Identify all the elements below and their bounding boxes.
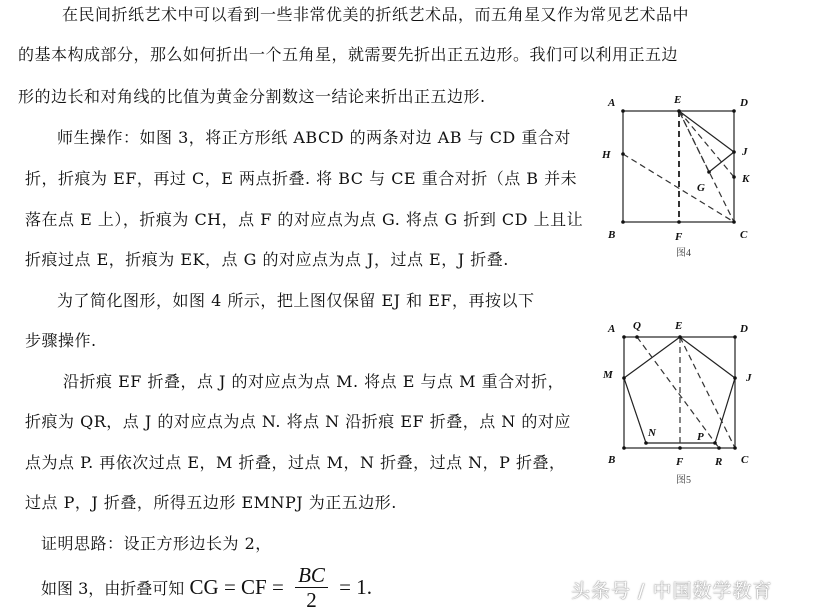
- fraction-numerator: BC: [295, 563, 328, 588]
- formula-rhs: = 1.: [339, 575, 373, 599]
- fraction-denominator: 2: [306, 588, 317, 612]
- figure-4-caption: 图4: [676, 248, 691, 259]
- operation-line-2: 折，折痕为 EF，再过 C，E 两点折叠. 将 BC 与 CE 重合对折（点 B 并未: [25, 169, 578, 188]
- label-F: F: [676, 456, 684, 468]
- intro-line-1: 在民间折纸艺术中可以看到一些非常优美的折纸艺术品，而五角星又作为常见艺术品中: [62, 5, 690, 24]
- label-B: B: [608, 454, 616, 466]
- label-A: A: [608, 97, 616, 109]
- formula-lhs: CG = CF =: [189, 575, 284, 599]
- label-K: K: [742, 173, 750, 185]
- formula-line: [41, 563, 372, 612]
- intro-line-3: 形的边长和对角线的比值为黄金分割数这一结论来折出正五边形.: [18, 87, 486, 106]
- intro-line-2: 的基本构成部分，那么如何折出一个五角星，就需要先折出正五边形。我们可以利用正五边: [18, 45, 679, 64]
- steps-line-2: 折痕为 QR，点 J 的对应点为点 N. 将点 N 沿折痕 EF 折叠，点 N 的对应: [25, 412, 571, 431]
- figure-5-caption: 图5: [676, 475, 691, 486]
- steps-line-1: 沿折痕 EF 折叠，点 J 的对应点为点 M. 将点 E 与点 M 重合对折，: [63, 372, 565, 391]
- label-C: C: [741, 454, 749, 466]
- label-N: N: [648, 427, 656, 439]
- steps-line-3: 点为点 P. 再依次过点 E，M 折叠，过点 M，N 折叠，过点 N，P 折叠，: [25, 453, 566, 472]
- figure-5: [590, 310, 770, 494]
- figure-5-diagram: [590, 310, 770, 490]
- operation-line-4: 折痕过点 E，折痕为 EK，点 G 的对应点为点 J，过点 E，J 折叠.: [25, 250, 509, 269]
- label-J: J: [746, 372, 752, 384]
- simplify-line-1: 为了简化图形，如图 4 所示，把上图仅保留 EJ 和 EF，再按以下: [57, 291, 535, 310]
- operation-line-3: 落在点 E 上），折痕为 CH，点 F 的对应点为点 G. 将点 G 折到 CD 上且让: [25, 210, 584, 229]
- label-B: B: [608, 229, 616, 241]
- formula-prefix: 如图 3，由折叠可知: [41, 579, 185, 598]
- label-F: F: [675, 231, 683, 243]
- label-E: E: [674, 94, 682, 106]
- formula-fraction: [295, 563, 328, 612]
- steps-line-4: 过点 P，J 折叠，所得五边形 EMNPJ 为正五边形.: [25, 493, 397, 512]
- label-D: D: [740, 323, 748, 335]
- proof-line: 证明思路：设正方形边长为 2，: [41, 534, 272, 553]
- label-D: D: [740, 97, 748, 109]
- label-H: H: [602, 149, 611, 161]
- label-R: R: [715, 456, 723, 468]
- label-Q: Q: [633, 320, 641, 332]
- label-P: P: [697, 431, 704, 443]
- label-J: J: [742, 146, 748, 158]
- label-C: C: [740, 229, 748, 241]
- watermark: 头条号 / 中国数学教育: [571, 580, 773, 602]
- label-G: G: [697, 182, 705, 194]
- figure-4-diagram: [590, 80, 770, 270]
- simplify-line-2: 步骤操作.: [25, 331, 97, 350]
- figure-4: [590, 80, 770, 274]
- label-M: M: [603, 369, 613, 381]
- label-E: E: [675, 320, 683, 332]
- label-A: A: [608, 323, 616, 335]
- operation-line-1: 师生操作：如图 3，将正方形纸 ABCD 的两条对边 AB 与 CD 重合对: [57, 128, 571, 147]
